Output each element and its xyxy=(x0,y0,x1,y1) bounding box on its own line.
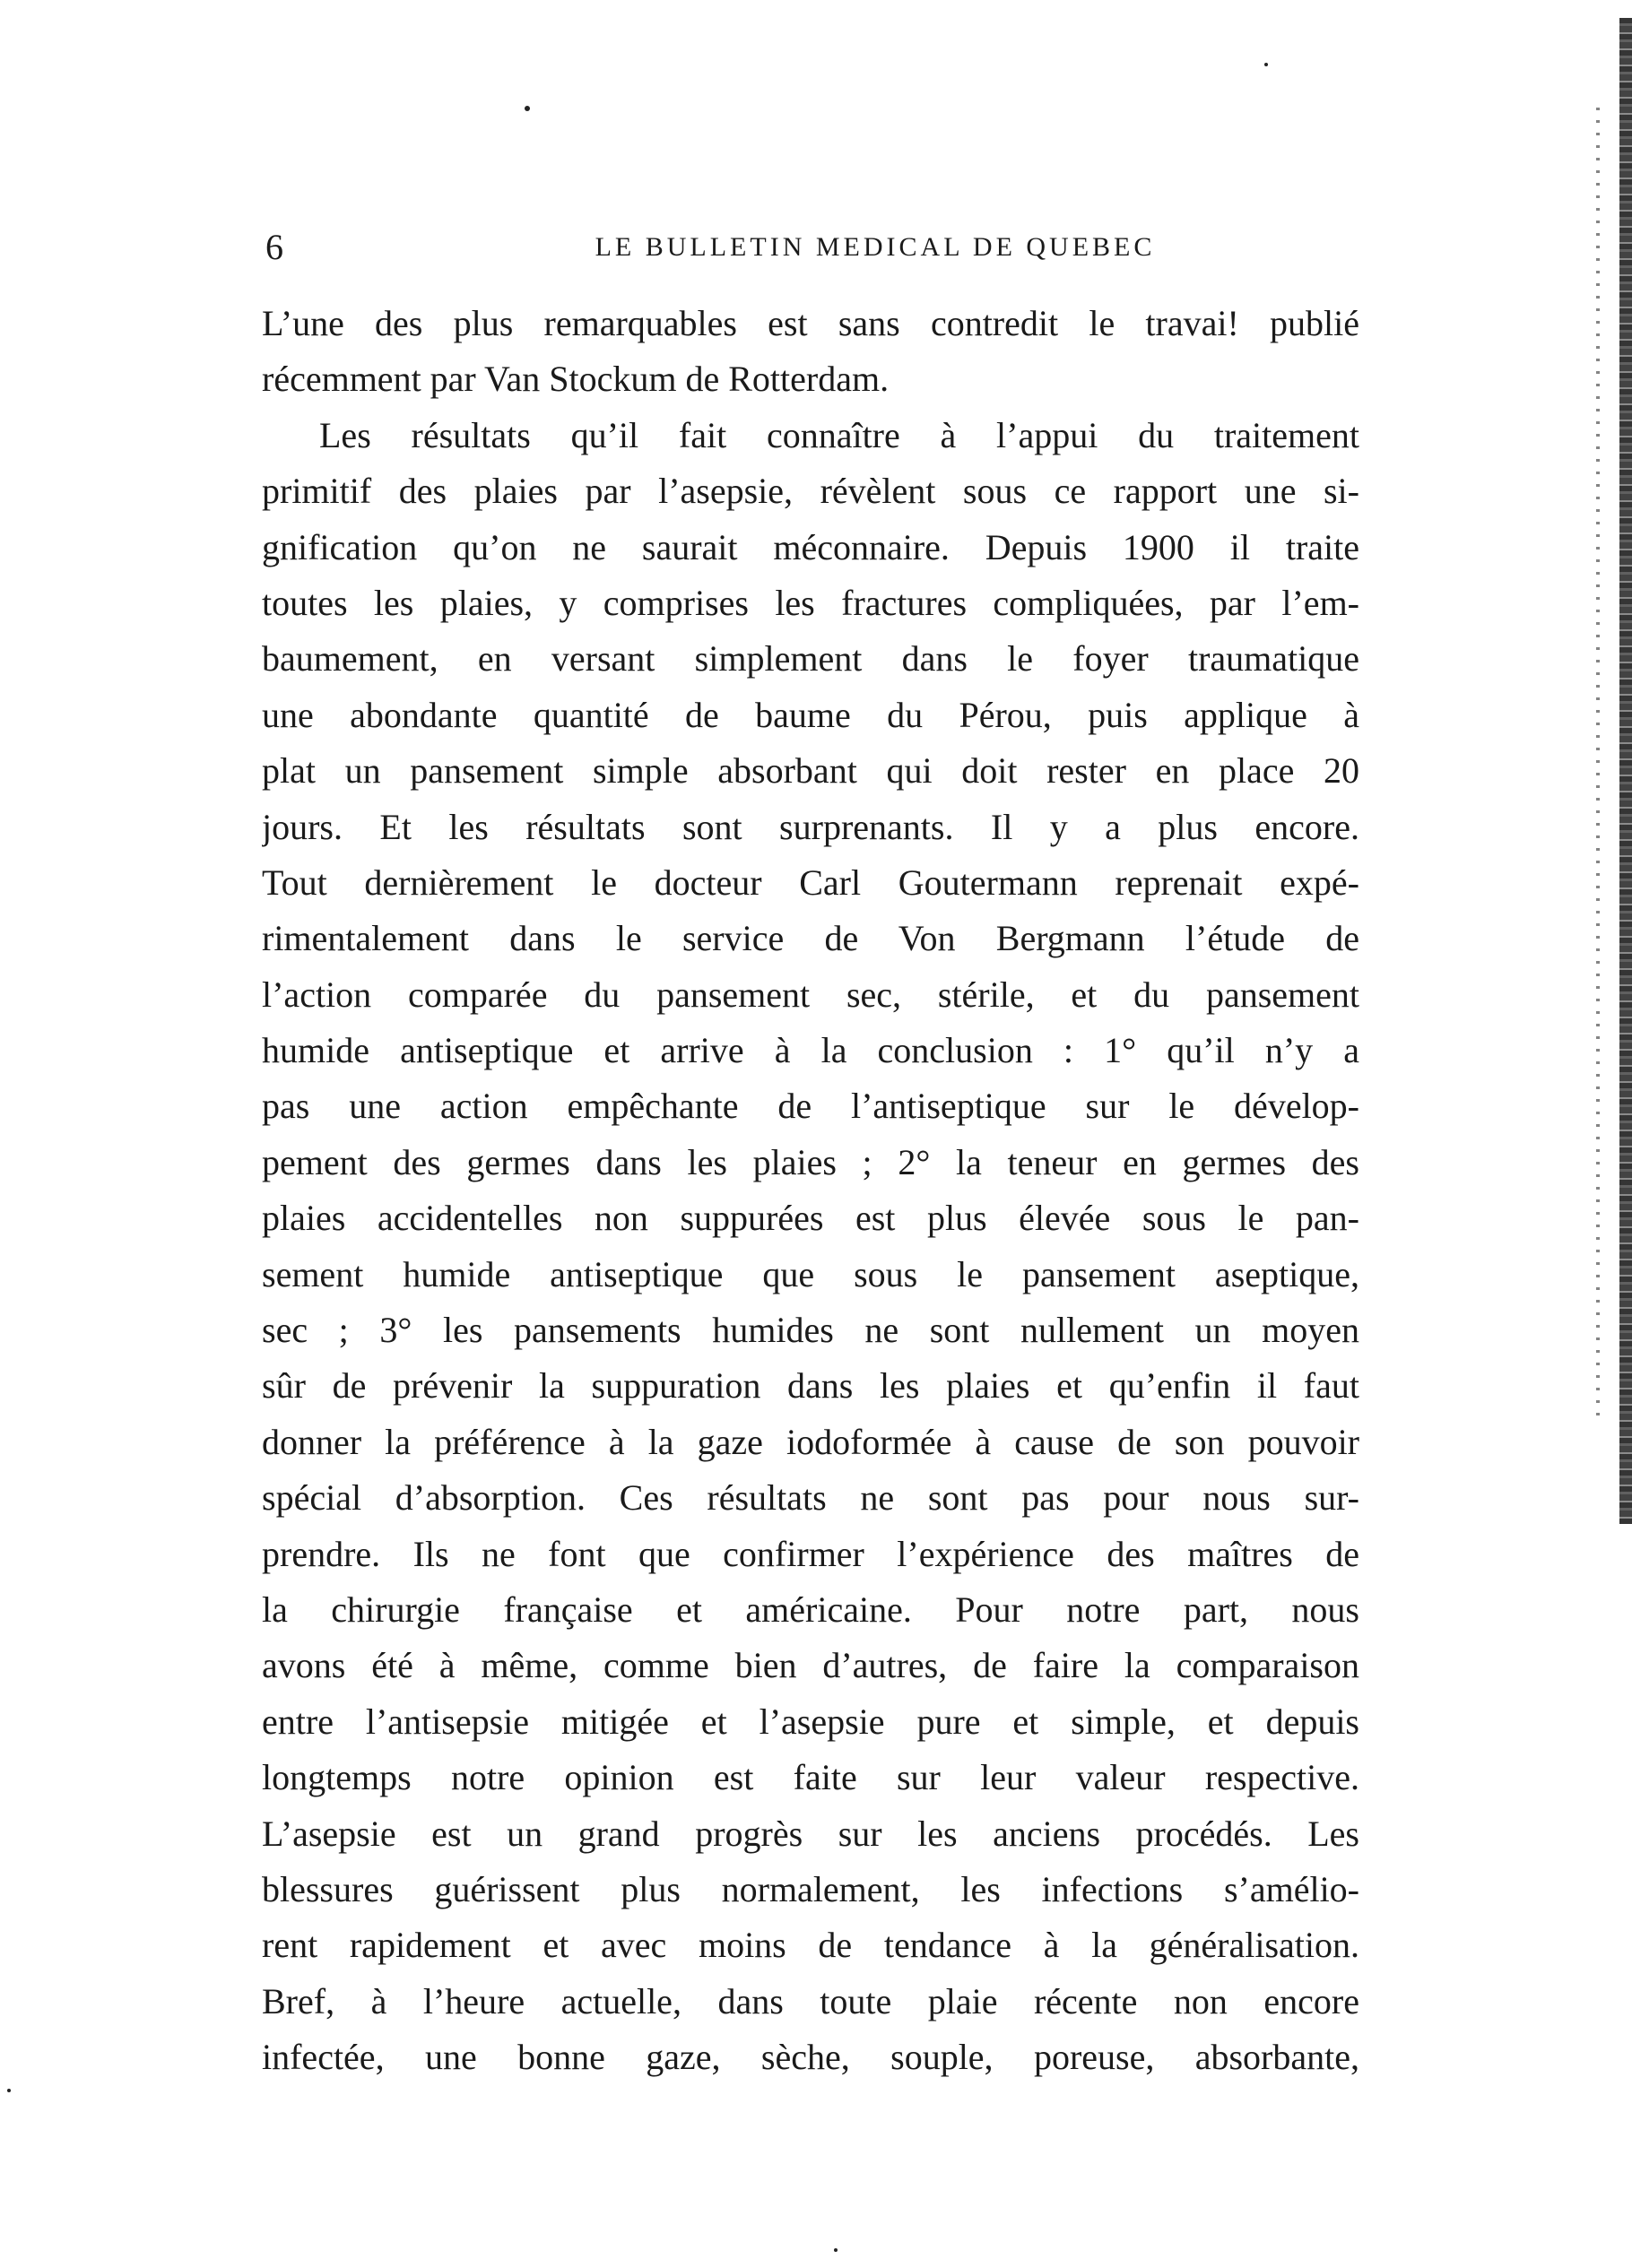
body-text xyxy=(262,296,1359,2086)
text-line: une abondante quantité de baume du Pérou, puis applique à xyxy=(262,694,1359,735)
ink-speck xyxy=(7,2089,11,2092)
text-line: L’asepsie est un grand progrès sur les anciens procédés. Les xyxy=(262,1813,1359,1854)
text-line: rimentalement dans le service de Von Bergmann l’étude de xyxy=(262,918,1359,959)
text-line: donner la préférence à la gaze iodoformée à cause de son pouvoir xyxy=(262,1421,1359,1462)
text-line: gnification qu’on ne saurait méconnaire. Depuis 1900 il traite xyxy=(262,526,1359,567)
ink-speck xyxy=(834,2248,838,2252)
text-line: sûr de prévenir la suppuration dans les plaies et qu’enfin il faut xyxy=(262,1365,1359,1407)
ink-speck xyxy=(1264,63,1268,66)
text-line: rent rapidement et avec moins de tendance à la généralisation. xyxy=(262,1925,1359,1966)
ink-speck xyxy=(525,106,530,111)
text-line: pas une action empêchante de l’antiseptique sur le dévelop- xyxy=(262,1086,1359,1127)
text-line: récemment par Van Stockum de Rotterdam. xyxy=(262,359,890,400)
scan-edge-shadow xyxy=(1619,18,1632,1524)
text-line: Bref, à l’heure actuelle, dans toute plaie récente non encore xyxy=(262,1980,1359,2021)
text-line: la chirurgie française et américaine. Pour notre part, nous xyxy=(262,1588,1359,1630)
text-line: entre l’antisepsie mitigée et l’asepsie pure et simple, et depuis xyxy=(262,1701,1359,1742)
text-line: l’action comparée du pansement sec, stérile, et du pansement xyxy=(262,974,1359,1015)
scan-edge-dots xyxy=(1596,108,1600,1416)
text-line: prendre. Ils ne font que confirmer l’expérience des maîtres de xyxy=(262,1533,1359,1574)
text-line: plat un pansement simple absorbant qui doit rester en place 20 xyxy=(262,750,1359,792)
text-line: jours. Et les résultats sont surprenants. Il y a plus encore. xyxy=(262,806,1359,847)
text-line: primitif des plaies par l’asepsie, révèlent sous ce rapport une si- xyxy=(262,471,1359,512)
text-line: baumement, en versant simplement dans le foyer traumatique xyxy=(262,638,1359,680)
page-header xyxy=(265,221,1359,274)
text-line: toutes les plaies, y comprises les fractures compliquées, par l’em- xyxy=(262,582,1359,623)
page-number: 6 xyxy=(265,227,283,267)
text-line: avons été à même, comme bien d’autres, de faire la comparaison xyxy=(262,1645,1359,1686)
text-line: Tout dernièrement le docteur Carl Goutermann reprenait expé- xyxy=(262,861,1359,903)
text-line: sec ; 3° les pansements humides ne sont nullement un moyen xyxy=(262,1310,1359,1351)
text-line: longtemps notre opinion est faite sur leur valeur respective. xyxy=(262,1757,1359,1798)
text-line: pement des germes dans les plaies ; 2° la teneur en germes des xyxy=(262,1141,1359,1182)
text-line: plaies accidentelles non suppurées est plus élevée sous le pan- xyxy=(262,1198,1359,1239)
text-line: blessures guérissent plus normalement, les infections s’amélio- xyxy=(262,1868,1359,1909)
text-line: L’une des plus remarquables est sans contredit le travai! publié xyxy=(262,303,1359,343)
text-line: infectée, une bonne gaze, sèche, souple, poreuse, absorbante, xyxy=(262,2037,1359,2078)
text-line: humide antiseptique et arrive à la conclusion : 1° qu’il n’y a xyxy=(262,1030,1359,1071)
text-line: spécial d’absorption. Ces résultats ne sont pas pour nous sur- xyxy=(262,1477,1359,1519)
running-head: LE BULLETIN MEDICAL DE QUEBEC xyxy=(595,232,1156,262)
text-line: sement humide antiseptique que sous le pansement aseptique, xyxy=(262,1253,1359,1294)
text-line: Les résultats qu’il fait connaître à l’appui du traitement xyxy=(319,414,1359,455)
